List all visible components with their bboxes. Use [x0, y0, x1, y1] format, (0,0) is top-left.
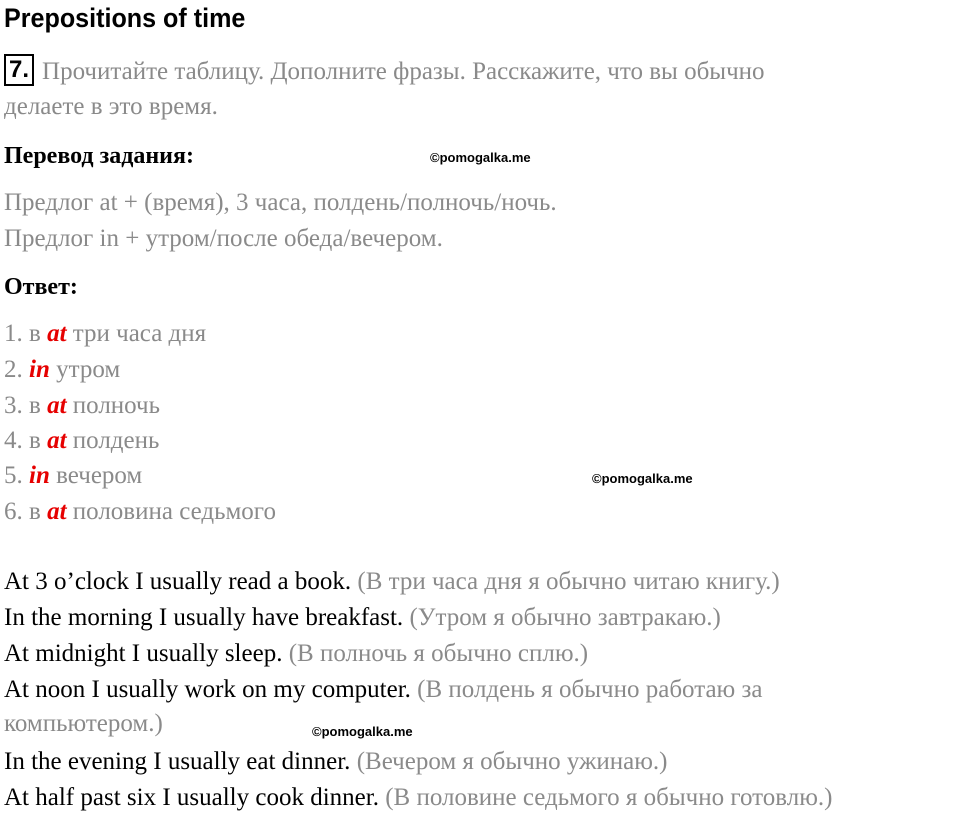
preposition: at [47, 498, 67, 525]
answer-heading: Ответ: [4, 274, 78, 300]
preposition: at [47, 320, 67, 347]
translation-line-1: Предлог at + (время), 3 часа, полдень/полночь/ночь. [4, 189, 557, 216]
translation-line-2: Предлог in + утром/после обеда/вечером. [4, 225, 443, 252]
answer-item: 6. в at половина седьмого [4, 498, 276, 525]
translation-heading: Перевод задания: [4, 143, 194, 169]
watermark-2: ©pomogalka.me [592, 471, 693, 486]
task-instruction-line-1 [4, 54, 765, 90]
answer-item: 1. в at три часа дня [4, 320, 207, 347]
task-text-1: Прочитайте таблицу. Дополните фразы. Расскажите, что вы обычно [42, 58, 765, 85]
task-instruction-line-2: делаете в это время. [4, 93, 218, 120]
preposition: at [47, 392, 67, 419]
sentence-line: At midnight I usually sleep. (В полночь я обычно сплю.) [4, 640, 589, 667]
sentence-line: At noon I usually work on my computer. (В полдень я обычно работаю за [4, 676, 763, 703]
sentence-line: компьютером.) [4, 710, 163, 737]
answer-item: 4. в at полдень [4, 427, 160, 454]
answer-item: 3. в at полночь [4, 392, 160, 419]
answer-item: 5. in вечером [4, 462, 143, 489]
task-number: 7. [4, 54, 34, 86]
watermark-1: ©pomogalka.me [430, 150, 531, 165]
preposition: in [29, 462, 50, 489]
sentence-line: In the evening I usually eat dinner. (Вечером я обычно ужинаю.) [4, 748, 668, 775]
page-title: Prepositions of time [4, 3, 246, 33]
watermark-3: ©pomogalka.me [312, 724, 413, 739]
answer-item: 2. in утром [4, 356, 121, 383]
preposition: at [47, 427, 67, 454]
sentence-line: At half past six I usually cook dinner. (В половине седьмого я обычно готовлю.) [4, 784, 833, 811]
preposition: in [29, 356, 50, 383]
sentence-line: At 3 o’clock I usually read a book. (В три часа дня я обычно читаю книгу.) [4, 568, 780, 595]
sentence-line: In the morning I usually have breakfast. (Утром я обычно завтракаю.) [4, 604, 721, 631]
